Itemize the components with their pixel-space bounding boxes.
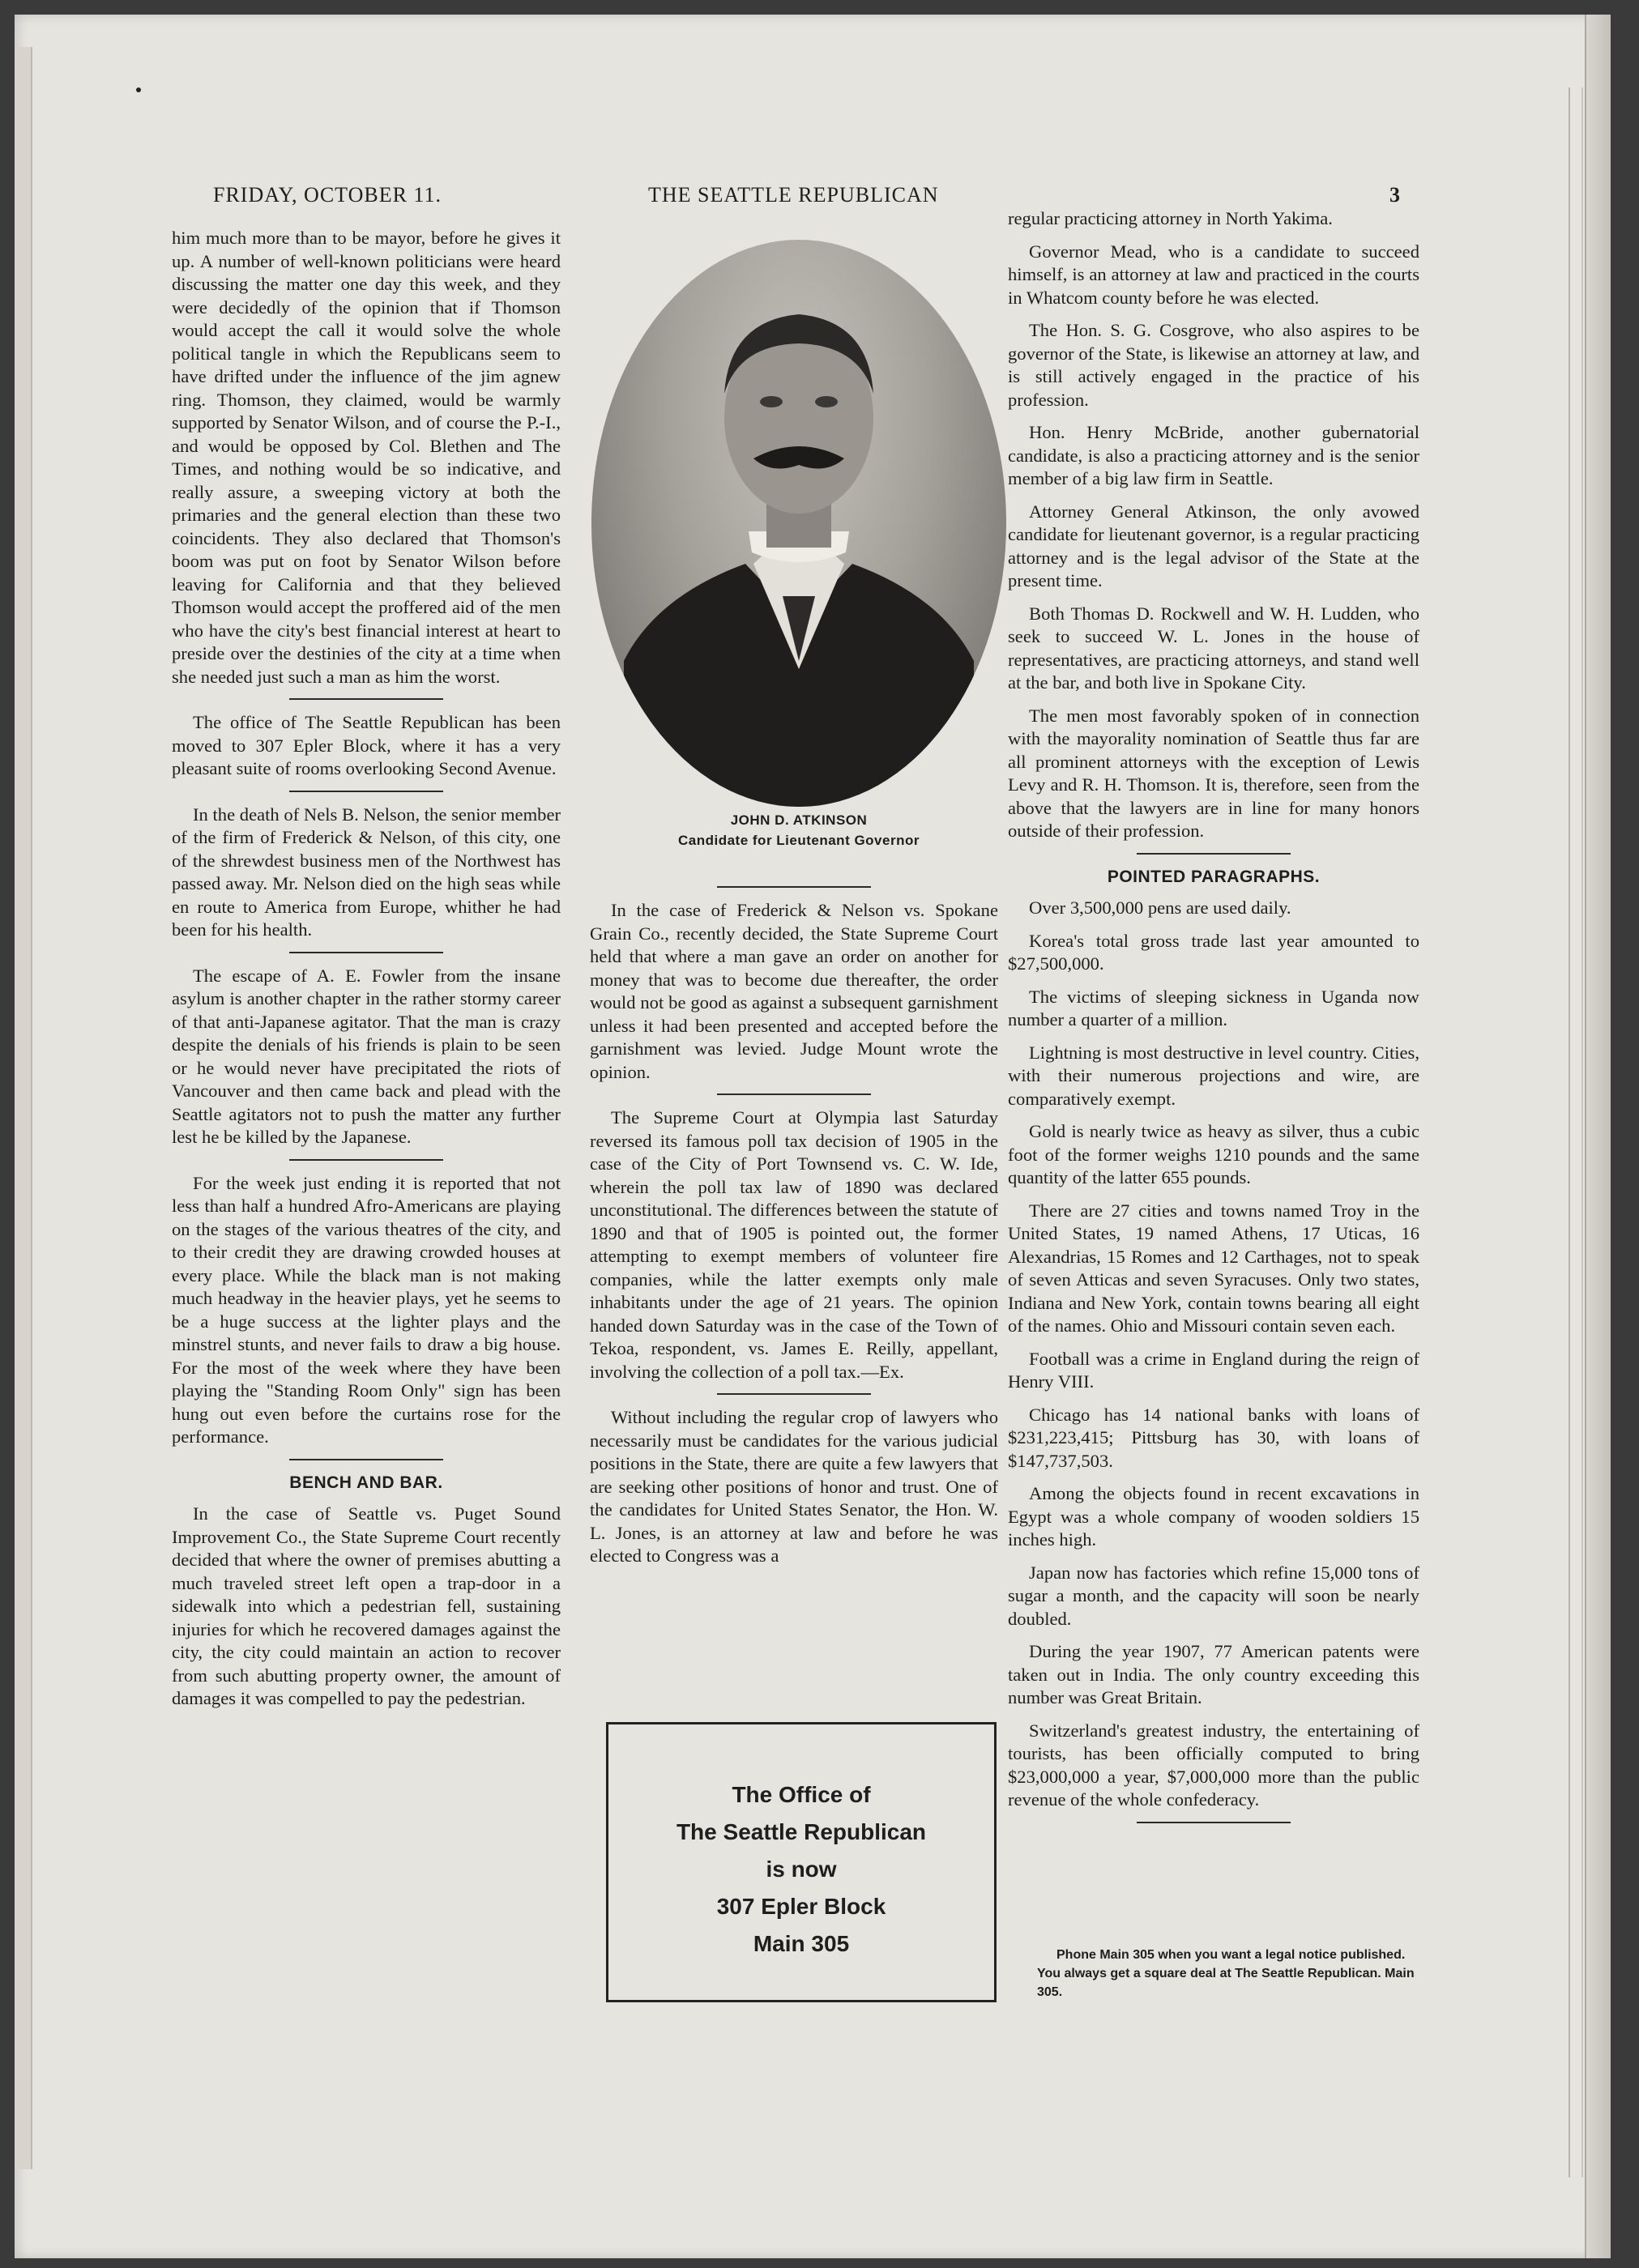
box-line-1: The Office of [732,1782,871,1807]
pointed-item: During the year 1907, 77 American patents were taken out in India. The only country exceeding this number was Great Britain. [1008,1641,1419,1707]
column-right [1008,207,1419,1835]
article-mayorality: The men most favorably spoken of in connection with the mayorality nomination of Seattle thus far are all prominent attorneys with the exception of Lewis Levy and R. H. Thomson. It is, therefore, seen from the above that the lawyers are in line for many honors outside of their profession. [1008,705,1419,841]
box-line-3: is now [766,1857,837,1882]
newspaper-page [15,15,1611,2258]
column-rule [717,1094,871,1095]
column-rule [289,952,443,953]
pointed-item: Gold is nearly twice as heavy as silver, thus a cubic foot of the former weighs 1210 pounds and the same quantity of the latter 655 pounds. [1008,1121,1419,1187]
article-nelson-death: In the death of Nels B. Nelson, the senior member of the firm of Frederick & Nelson, of this city, one of the shrewdest business men of the Northwest has passed away. Mr. Nelson died on the high seas while en route to America from Europe, whither he had been for his health. [172,804,561,940]
box-line-2: The Seattle Republican [676,1819,927,1844]
column-rule [1137,853,1291,855]
ink-speck [136,87,141,92]
box-line-5: Main 305 [753,1931,850,1956]
right-page-edge [1585,15,1611,2258]
page-number: 3 [1389,183,1401,207]
column-rule [717,886,871,888]
column-middle [590,886,998,1578]
article-lawyers: Without including the regular crop of lawyers who necessarily must be candidates for the various judicial positions in the State, there are quite a few lawyers that are seeking other positions of honor and trust. One of the candidates for United States Senator, the Hon. W. L. Jones, is an attorney at law and before he was elected to Congress was a [590,1407,998,1566]
office-notice-box [606,1722,997,2002]
caption-title: Candidate for Lieutenant Governor [678,833,920,848]
portrait-illustration [591,240,1006,807]
right-eye [815,396,838,407]
pointed-item: Japan now has factories which refine 15,000 tons of sugar a month, and the capacity will soon be nearly doubled. [1008,1562,1419,1629]
column-left [172,227,561,1720]
caption-name: JOHN D. ATKINSON [730,812,868,828]
article-governor-mead: Governor Mead, who is a candidate to succeed himself, is an attorney at law and practiced in the courts in Whatcom county before he was elected. [1008,241,1419,308]
pointed-item: Switzerland's greatest industry, the entertaining of tourists, has been officially computed to bring $23,000,000 a year, $7,000,000 more than the public revenue of the whole confederacy. [1008,1720,1419,1810]
pointed-item: Chicago has 14 national banks with loans of $231,223,415; Pittsburg has 30, with loans of $147,737,503. [1008,1404,1419,1471]
article-fowler-escape: The escape of A. E. Fowler from the insane asylum is another chapter in the rather stormy career of that anti-Japanese agitator. That the man is crazy despite the denials of his friends is plain to be seen or he would never have precipitated the riots of Vancouver and then came back and plead with the Seattle agitators not to push the matter any further lest he be killed by the Japanese. [172,965,561,1147]
article-frederick-vs-spokane: In the case of Frederick & Nelson vs. Spokane Grain Co., recently decided, the State Supreme Court held that where a man gave an order on another for money that was to become due thereafter, the order would not be good as against a subsequent garnishment unless it had been presented and accepted before the garnishment was levied. Judge Mount wrote the opinion. [590,900,998,1082]
left-eye [760,396,783,407]
article-thomson: him much more than to be mayor, before he gives it up. A number of well-known politicians were heard discussing the matter one day this week, and they were decidedly of the opinion that if Thomson would accept the call it would solve the whole political tangle in which the Republicans seem to have drifted under the influence of the jim agnew ring. Thomson, they claimed, would be warmly supported by Senator Wilson, and of course the P.-I., and would be opposed by Col. Blethen and The Times, and nothing would be so indicative, and really assure, a sweeping victory at both the primaries and the general election than these two coincidents. They also declared that Thomson's boom was put on foot by Senator Wilson before leaving for California and that they believed Thomson would accept the proffered aid of the men who have the city's best financial interest at heart to preside over the destinies of the city at a time when she needed just such a man as him the worst. [172,228,561,687]
pointed-item: Among the objects found in recent excavations in Egypt was a whole company of wooden soldiers 15 inches high. [1008,1483,1419,1550]
article-mcbride: Hon. Henry McBride, another gubernatorial candidate, is also a practicing attorney and is the senior member of a big law firm in Seattle. [1008,422,1419,488]
article-theatres: For the week just ending it is reported that not less than half a hundred Afro-Americans are playing on the stages of the various theatres of the city, and to their credit they are drawing crowded houses at every place. While the black man is not making much headway in the heavier plays, yet he seems to be a huge success at the lighter plays and the minstrel stunts, and never fails to draw a big house. For the most of the week where they have been playing the "Standing Room Only" sign has been hung out even before the curtains rose for the performance. [172,1172,561,1447]
column-rule [289,698,443,700]
column-rule [289,1459,443,1460]
article-rockwell-ludden: Both Thomas D. Rockwell and W. H. Ludden, who seek to succeed W. L. Jones in the house of representatives, are practicing attorneys, and stand well at the bar, and both live in Spokane City. [1008,603,1419,693]
page-stack-edge [1569,87,1583,2177]
column-rule [289,791,443,792]
pointed-item: Over 3,500,000 pens are used daily. [1029,897,1291,918]
pointed-item: Football was a crime in England during the reign of Henry VIII. [1008,1348,1419,1392]
article-cosgrove: The Hon. S. G. Cosgrove, who also aspires to be governor of the State, is likewise an attorney at law, and is still actively engaged in the practice of his profession. [1008,320,1419,410]
column-rule [1137,1822,1291,1823]
column-rule [717,1393,871,1395]
issue-date: FRIDAY, OCTOBER 11. [213,183,442,207]
portrait-photo [591,240,1006,807]
phone-notice: Phone Main 305 when you want a legal notice published. You always get a square deal at The Seattle Republican. Main 305. [1037,1948,1415,1999]
column-rule [289,1159,443,1161]
pointed-item: The victims of sleeping sickness in Uganda now number a quarter of a million. [1008,986,1419,1030]
portrait-caption [591,810,1006,850]
article-poll-tax: The Supreme Court at Olympia last Saturday reversed its famous poll tax decision of 1905 in the case of the City of Port Townsend vs. C. W. Ide, wherein the poll tax law of 1890 was declared unconstitutional. The differences between the statute of 1890 and that of 1905 is pointed out, the former attempting to exempt members of volunteer fire companies, while the latter exempts only male inhabitants under the age of 21 years. The opinion handed down Saturday was in the case of the Town of Tekoa, respondent, vs. James E. Reilly, appellant, involving the collection of a poll tax.—Ex. [590,1107,998,1382]
left-page-edge [15,47,32,2169]
pointed-item: There are 27 cities and towns named Troy in the United States, 19 named Athens, 17 Uticas, 16 Alexandrias, 15 Romes and 12 Carthages, not to speak of seven Atticas and seven Syracuses. Only two states, Indiana and New York, contain towns bearing all eight of the names. Ohio and Missouri contain seven each. [1008,1200,1419,1336]
pointed-paragraphs-heading: POINTED PARAGRAPHS. [1107,867,1321,886]
masthead: THE SEATTLE REPUBLICAN [648,183,939,207]
article-seattle-vs-puget: In the case of Seattle vs. Puget Sound Improvement Co., the State Supreme Court recently decided that where the owner of premises abutting a much traveled street left open a trap-door in a sidewalk into which a pedestrian fell, sustaining injuries for which he recovered damages against the city, the city could maintain an action to recover from such abutting property owner, the amount of damages it was compelled to pay the pedestrian. [172,1503,561,1708]
bench-and-bar-heading: BENCH AND BAR. [289,1473,443,1492]
article-atkinson: Attorney General Atkinson, the only avowed candidate for lieutenant governor, is a regular practicing attorney and is the legal advisor of the State at the present time. [1008,501,1419,590]
article-continued-yakima: regular practicing attorney in North Yakima. [1008,208,1333,228]
article-office-moved: The office of The Seattle Republican has been moved to 307 Epler Block, where it has a very pleasant suite of rooms overlooking Second Avenue. [172,712,561,778]
pointed-item: Korea's total gross trade last year amounted to $27,500,000. [1008,930,1419,974]
pointed-item: Lightning is most destructive in level country. Cities, with their numerous projections and wire, are comparatively exempt. [1008,1042,1419,1109]
box-line-4: 307 Epler Block [716,1894,886,1919]
portrait-frame [591,240,1006,807]
